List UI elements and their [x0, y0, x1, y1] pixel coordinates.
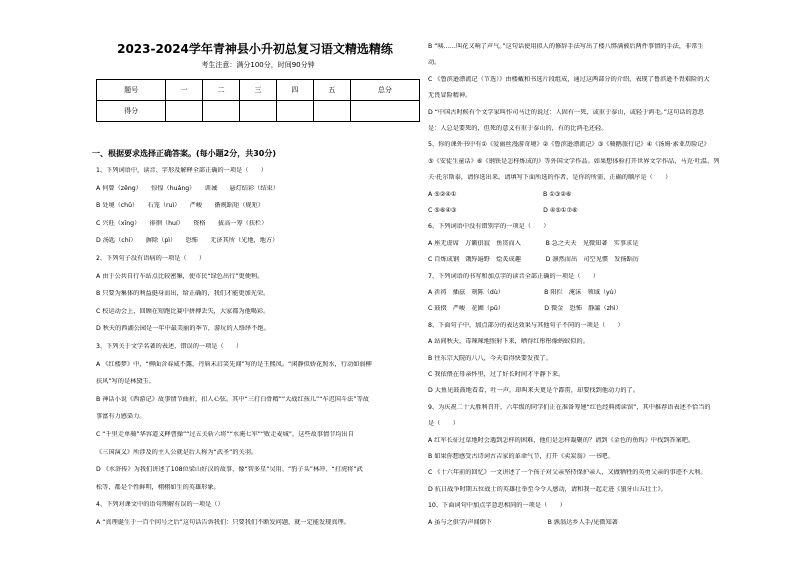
score-table — [96, 79, 420, 122]
score-cell[interactable] — [313, 101, 350, 122]
left-question-line: A “真理诞生于一百个问号之后”这句话告诉我们：只要我们不断发问题，就一定能发现真理。 — [96, 519, 350, 526]
left-question-line: A 《红楼梦》中，“柳面含春威不露，丹唇未启笑先闻”写的是王熙凤。“闲静似娇花照水，行动如弱柳 — [96, 360, 372, 368]
left-question-line: 4、下列对课文中的语句理解有误的一项是（） — [96, 501, 224, 509]
left-question-line: B 神话小说《西游记》故事情节曲折，扣人心弦。其中“三打白骨精”“大战红孩儿”“车迟国斗法”等故 — [96, 395, 369, 403]
left-question-line: C 兴旺（xīng） 徘徊（huí） 资格 拔高一筹（扶栏） — [96, 219, 268, 227]
left-question-line: B 处境（chǔ） 石笼（ruì） 严峻 循规蹈矩（规矩） — [96, 202, 264, 210]
score-header-cell: 总分 — [350, 80, 419, 101]
right-question-line: C 百炼成钢 饿殍遍野 烩炙成趣 D 凛然而出 司空见惯 发扬蹈厉 — [428, 256, 640, 264]
left-question-line: 2、下列句子没有语病的一项是（ ） — [96, 255, 206, 262]
score-cell[interactable] — [203, 101, 240, 122]
score-header-cell: 五 — [313, 80, 350, 101]
right-question-line: B 往东宗大院的八八，今天看得快要发夜了。 — [428, 354, 552, 362]
score-header-cell: 二 — [203, 80, 240, 101]
right-question-line: 6、下列词语中没有错别字的一项是（ ） — [428, 223, 550, 231]
right-question-line: 夫·托尔斯泰，请你选出来。请填写下面所选的作者，是你的所需，正确的顺序是（ ） — [428, 174, 672, 182]
right-question-line: A 座无虚席 万籁俱寂 鱼贯而入 B 急之天天 见微知著 实事求是 — [428, 239, 639, 247]
right-question-line: C 鼓掇 严峻 花圃（pǔ） D 微金 恐怖 静謐（zhì） — [428, 305, 622, 313]
left-question-line: 事富有力感染力。 — [96, 413, 146, 421]
score-cell[interactable] — [276, 101, 313, 122]
right-question-line: D 抗日战争时期五位战士的英雄壮举至今令人感动，请和我一起走进《狼牙山五壮士》。 — [428, 485, 667, 493]
right-question-line: A ⑤②④① B ①③②⑥ — [428, 190, 572, 198]
score-header-cell: 四 — [276, 80, 313, 101]
score-header-cell: 三 — [240, 80, 277, 101]
section-heading: 一、根据要求选择正确答案。(每小题2分，共30分) — [92, 149, 277, 158]
right-question-line: B “咦……叫花又响了声气。”这句话使用拟人的修辞手法写出了楼八绑满被后两件事情的手法，非常生 — [428, 43, 704, 50]
left-question-line: D 《水浒传》为我们讲述了108位梁山好汉的故事，像“智多星”吴用、“豹子头”林冲、“打虎将”武 — [96, 466, 363, 474]
score-row-label: 得分 — [97, 101, 166, 122]
right-question-line: C 《十六年前的回忆》一文讲述了一个孩子对父亲坚持保护亲人，又做牺牲的英勇父亲的事迹不大利。 — [428, 469, 707, 477]
exam-title: 2023-2024学年青神县小升初总复习语文精选精练 — [117, 42, 393, 56]
right-question-line: ⑤《安徒生童话》⑥《钢铁是怎样炼成的》等外国文学作品。如果想体验打开世界文学作品，马克·吐温、列 — [428, 157, 720, 165]
right-question-line: B 如果你想感受古诗词古吉家的革命气节，打开《卖炭翁》一书吧。 — [428, 453, 614, 460]
left-question-line: 扶风”写的是林黛玉。 — [96, 378, 155, 386]
score-table-header-row — [97, 80, 420, 101]
right-question-line: 8、下面句子中，加点部分的表达效果与其他句子不同的一项是（ ） — [428, 321, 624, 329]
score-cell[interactable] — [350, 101, 419, 122]
right-question-line: D “中国古时候有个文学家叫作司马迁的说过：人固有一死，或重于泰山，或轻于鸿毛。”这句话的意思 — [428, 108, 705, 116]
score-header-cell: 题号 — [97, 80, 166, 101]
right-question-line: 7、下列词语的书写和加点字的读音全部正确的一项是（ ） — [428, 272, 599, 280]
right-question-line: A 祈祷 插兹 刻陈（dù） B 阳拦 淹沫 领域（yù） — [428, 289, 620, 296]
right-question-line: C 《鲁滨逊漂流记（节选）》由楼戴和书选片段组成，通过这两部分的介绍，表现了鲁滨逊不畏艰险的大 — [428, 75, 710, 83]
left-question-line: D 秋天的西湖公园是一年中最美丽的季节，游玩的人络绎不绝。 — [96, 325, 270, 333]
right-question-line: C 我依偎在母亲怀里，过了好长时间才平静下来。 — [428, 371, 565, 378]
left-question-line: A 何曾（zēng） 惊惶（huáng） 训诫 悬灯结彩（结束） — [96, 184, 279, 192]
score-cell[interactable] — [166, 101, 203, 122]
right-question-line: 无畏冒险精神。 — [428, 92, 472, 100]
left-question-line: D 汤匙（chí） 摒除（pì） 恐怖 无济其所（光地，地方） — [96, 237, 279, 245]
left-question-line: B 只要为集体的利益挺身而出，给正确的，我们才能更加光荣。 — [96, 290, 270, 298]
right-question-line: 是：人总是要死的，但死的意义有重于泰山的，有的比鸿毛还轻。 — [428, 125, 608, 132]
left-question-line: A 由于公共自行车站点比较密集，使市民“绿色出行”更便利。 — [96, 272, 264, 280]
right-question-line: A 红军长征过草地时会遇到怎样的困难，他们是怎样凝聚的？请到《金色的鱼钩》中找到答案吧。 — [428, 436, 695, 444]
left-question-line: C 校运动会上，回顾在短跑比赛中拼搏丢失，大家都为他喝彩。 — [96, 307, 270, 315]
left-question-line: 1、下列词语中，读音、字形及解释全部正确的一项是（ ） — [96, 167, 267, 174]
left-question-line: 松等，都是个性鲜明，栩栩如生的英雄形象。 — [96, 483, 220, 491]
left-question-line: 3、下列关于文学名著的表述，错误的一项是（ ） — [96, 343, 243, 350]
left-question-line: 《三国演义》所涉及的主人公就是后人称为“武圣”的关羽。 — [96, 448, 258, 456]
right-question-line: A 虽与之俱学/声闻倒下 B 孰翁达乡人手/见微知著 — [428, 518, 618, 526]
right-question-line: A 站间秋天，毒辣辣地照射下来，晒得红彤彤像蚂蚁似的。 — [428, 338, 589, 346]
right-question-line: 5、你的课外书中有①《爱丽丝漫游奇境》②《鲁滨逊漂流记》③《骑鹅旅行记》④《汤姆·索亚历险记》 — [428, 141, 710, 149]
right-question-line: 9、为庆祝二十大胜利召开，六年级的同学们正在准备筹建“红色经典阅读馆”，其中推荐语表述不恰当的 — [428, 403, 711, 411]
exam-notice: 考生注意：满分100分，时间90分钟 — [201, 61, 315, 69]
right-question-line: 动。 — [428, 59, 441, 67]
right-question-line: C ⑤⑥④③ D ④⑤①⑦⑥ — [428, 207, 578, 214]
right-question-line: D 大鱼见鼓鼓地看看，吐一声，却叫来天更是个霹雳，却要找到他动力的了。 — [428, 387, 639, 395]
score-table-score-row — [97, 101, 420, 122]
score-cell[interactable] — [240, 101, 277, 122]
score-header-cell: 一 — [166, 80, 203, 101]
left-question-line: C “千里走单骑”华容道义释曹操”“过五关斩六将”“水淹七军”“败走麦城”，这些故事情节均出自 — [96, 431, 354, 438]
right-question-line: 10、下面词句中加点字意思相同的一项是（ ） — [428, 502, 566, 510]
right-question-line: 是（ ） — [428, 420, 459, 428]
